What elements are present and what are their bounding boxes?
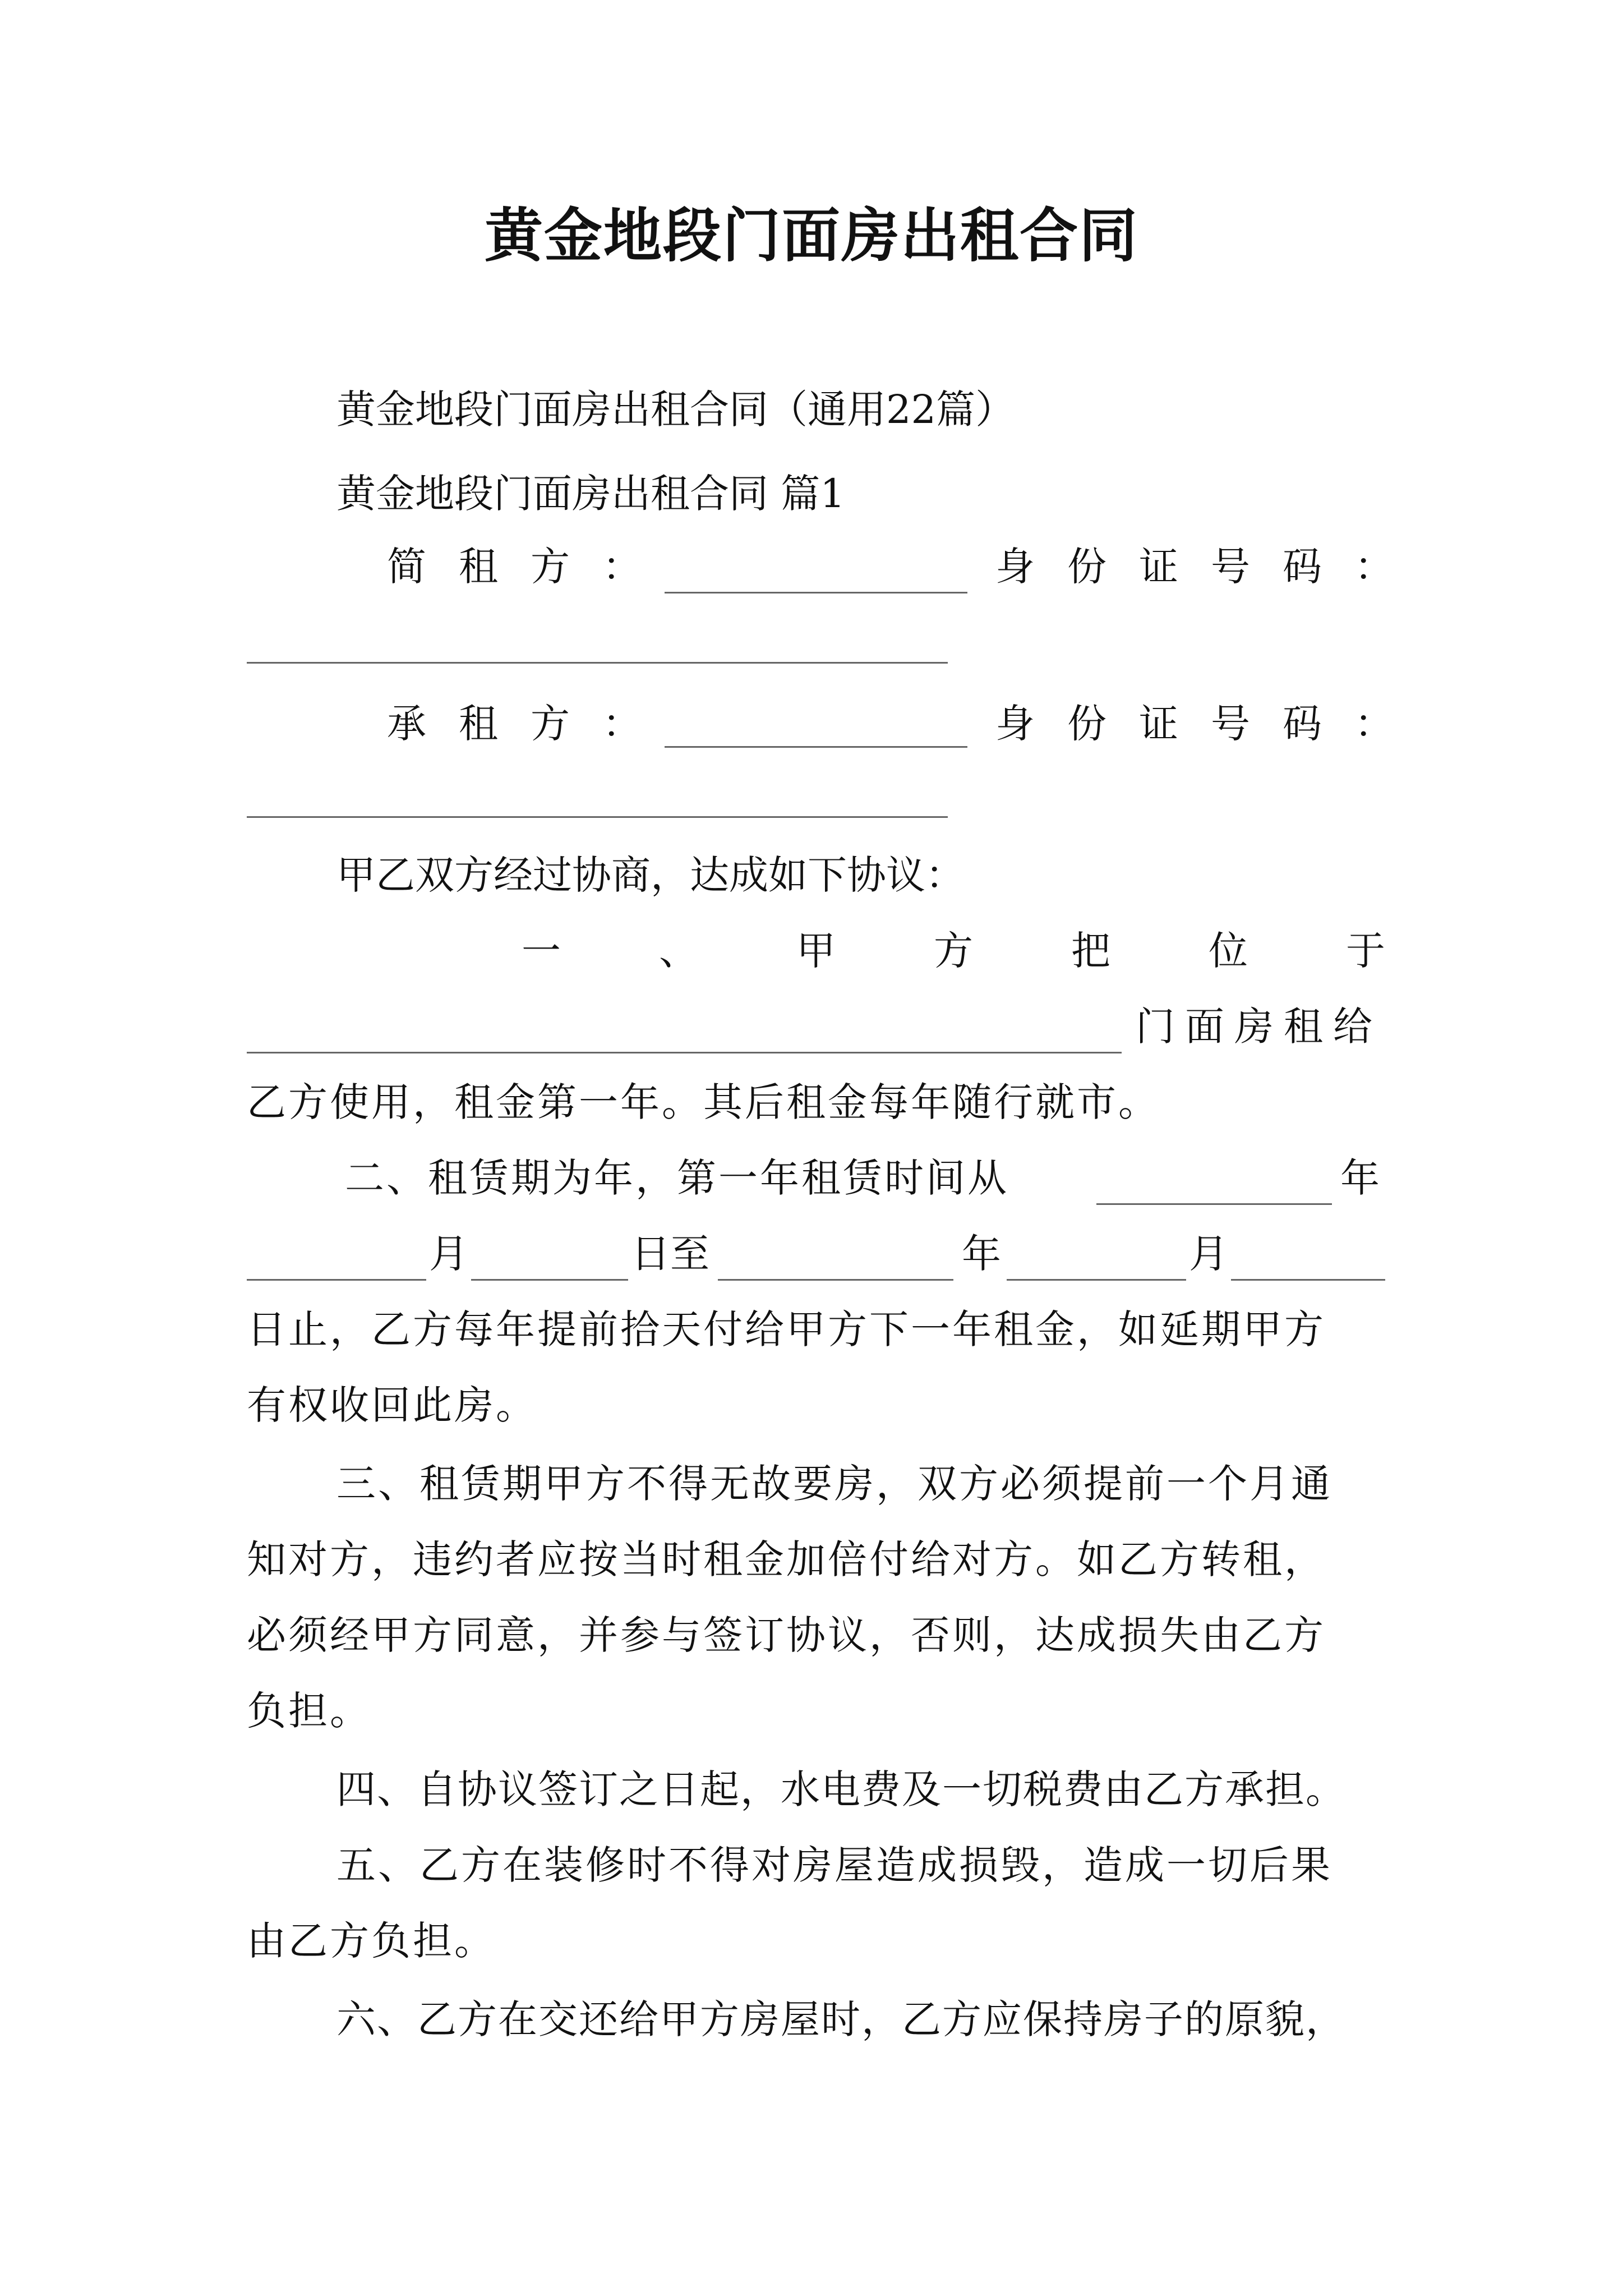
clause2-year2-label: 年	[962, 1231, 1001, 1277]
clause2-start-year-blank	[1096, 1203, 1332, 1205]
clause2-month2-label: 月	[1189, 1231, 1228, 1277]
clause2-end-year-blank	[718, 1279, 953, 1281]
lessor-label-row	[387, 539, 701, 595]
clause2-month-label: 月	[429, 1231, 468, 1277]
clause3-line1: 三、租赁期甲方不得无故要房，双方必须提前一个月通	[336, 1461, 1332, 1507]
lessee-label: 承租方：	[387, 701, 674, 747]
clause3-line3: 必须经甲方同意，并参与签订协议，否则，达成损失由乙方	[247, 1612, 1326, 1658]
lessor-id-label: 身份证号码：	[995, 544, 1426, 590]
clause3-line2: 知对方，违约者应按当时租金加倍付给对方。如乙方转租，	[247, 1536, 1326, 1582]
document-title: 黄金地段门面房出租合同	[484, 201, 1138, 270]
clause1-location-blank	[247, 1052, 1122, 1053]
clause2-start-day-blank	[471, 1279, 628, 1281]
lessor-label: 简租方：	[387, 544, 674, 590]
clause2-year-label: 年	[1340, 1155, 1380, 1201]
clause2-line1: 二、租赁期为年，第一年租赁时间从	[345, 1155, 1009, 1201]
lessor-name-blank	[665, 592, 967, 593]
clause2-day-to-label: 日至	[631, 1231, 709, 1277]
section-heading: 黄金地段门面房出租合同 篇1	[336, 471, 845, 517]
clause6-line1: 六、乙方在交还给甲方房屋时，乙方应保持房子的原貌，	[336, 1996, 1346, 2042]
clause2-line4: 有权收回此房。	[247, 1382, 537, 1428]
clause1-suffix: 门面房租给	[1136, 1004, 1382, 1050]
document-subtitle: 黄金地段门面房出租合同（通用22篇）	[336, 386, 1015, 432]
clause1-line1: 一 、 甲 方 把 位 于	[522, 928, 1385, 974]
clause3-line4: 负担。	[247, 1688, 371, 1734]
lessee-id-blank	[247, 816, 948, 818]
clause2-end-day-blank	[1231, 1279, 1385, 1281]
clause2-start-month-blank	[247, 1279, 426, 1281]
lessee-name-blank	[665, 746, 967, 748]
lessee-id-label: 身份证号码：	[995, 701, 1426, 747]
intro-paragraph: 甲乙双方经过协商，达成如下协议：	[336, 852, 965, 898]
clause4-line1: 四、自协议签订之日起，水电费及一切税费由乙方承担。	[336, 1766, 1346, 1812]
clause5-line1: 五、乙方在装修时不得对房屋造成损毁，造成一切后果	[336, 1842, 1332, 1888]
clause2-end-month-blank	[1007, 1279, 1186, 1281]
lessor-id-blank	[247, 662, 948, 664]
clause1-end: 乙方使用，租金第一年。其后租金每年随行就市。	[247, 1079, 1160, 1125]
clause5-line2: 由乙方负担。	[247, 1918, 496, 1964]
clause2-line3: 日止，乙方每年提前拾天付给甲方下一年租金，如延期甲方	[247, 1306, 1326, 1352]
